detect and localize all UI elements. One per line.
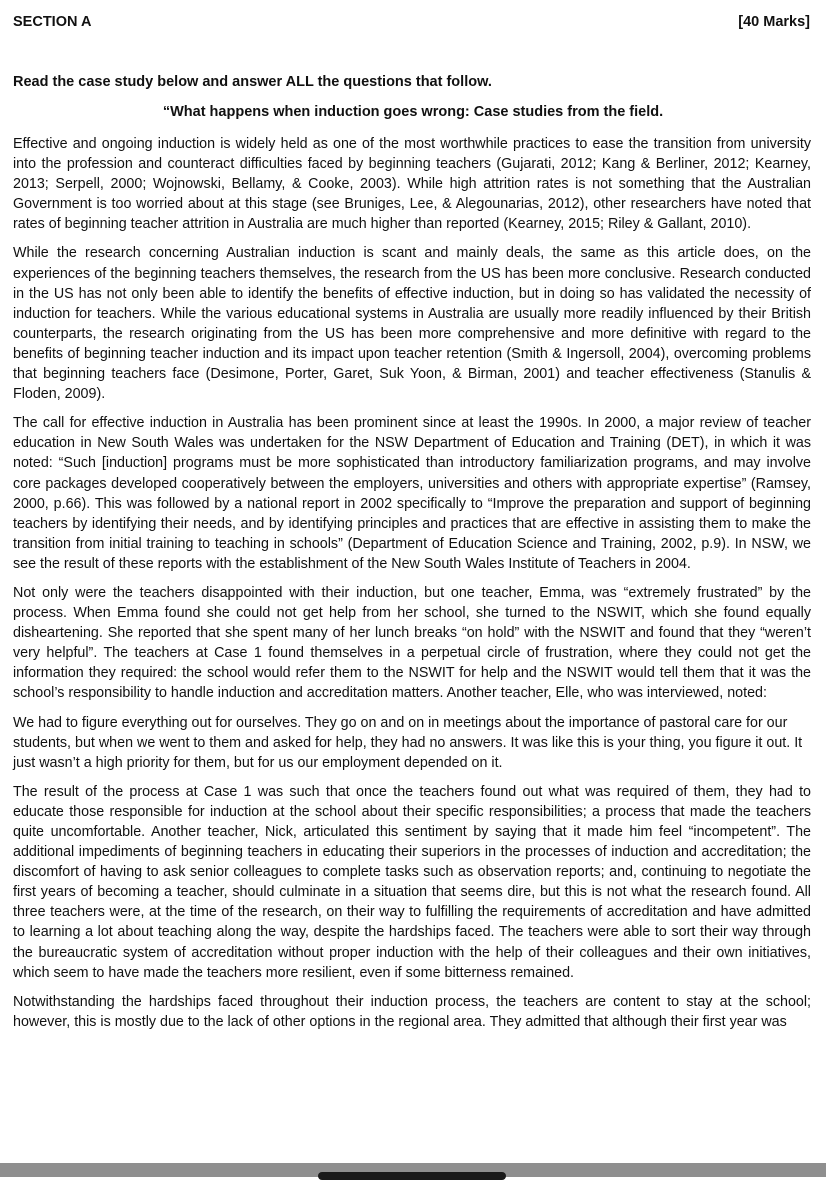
case-study-title: “What happens when induction goes wrong: Case studies from the field. xyxy=(162,104,664,120)
section-header xyxy=(13,14,810,34)
case-study-body xyxy=(13,134,811,1041)
home-indicator-handle[interactable] xyxy=(318,1172,506,1180)
paragraph-4: Not only were the teachers disappointed with their induction, but one teacher, Emma, was “extremely frustrated” by the process. When Emma found she could not get help from her school, she turned to the NSWIT, which she found equally disheartening. She reported that she spent many of her lunch breaks “on hold” with the NSWIT and found that they “weren’t very helpful”. The teachers at Case 1 found themselves in a perpetual circle of frustration, where they could not get the information they required: the school would refer them to the NSWIT for help and the NSWIT would tell them that it was the school’s responsibility to handle induction and accreditation matters. Another teacher, Elle, who was interviewed, noted: xyxy=(13,584,811,702)
interview-quote: We had to figure everything out for ourselves. They go on and on in meetings about the importance of pastoral care for our students, but when we went to them and asked for help, they had no answers. It was like this is your thing, you figure it out. It just wasn’t a high priority for them, but for us our employment depended on it. xyxy=(13,714,803,771)
marks-label: [40 Marks] xyxy=(738,14,810,30)
paragraph-2: While the research concerning Australian induction is scant and mainly deals, the same as this article does, on the experiences of the beginning teachers themselves, the research from the US has been more conclusive. Research conducted in the US has not only been able to identify the benefits of effective induction, but in doing so has validated the necessity of induction for teachers. While the various educational systems in Australia are usually more readily influenced by their British counterparts, the research originating from the US has been more comprehensive and more definitive with regard to the benefits of beginning teacher induction and its impact upon teacher retention (Smith & Ingersoll, 2004), overcoming problems that beginning teachers face (Desimone, Porter, Garet, Suk Yoon, & Birman, 2001) and teacher effectiveness (Stanulis & Floden, 2009). xyxy=(13,245,811,403)
section-label: SECTION A xyxy=(13,14,92,30)
paragraph-1: Effective and ongoing induction is widely held as one of the most worthwhile practices to ease the transition from university into the profession and counteract difficulties faced by beginning teachers (Gujarati, 2012; Kang & Berliner, 2012; Kearney, 2013; Serpell, 2000; Wojnowski, Bellamy, & Cooke, 2003). While high attrition rates is not something that the Australian Government is too worried about at this stage (see Bruniges, Lee, & Alegounarias, 2012), other researchers have noted that rates of beginning teacher attrition in Australia are much higher than reported (Kearney, 2015; Riley & Gallant, 2010). xyxy=(13,136,811,233)
paragraph-6: The result of the process at Case 1 was such that once the teachers found out what was required of them, they had to educate those responsible for induction at the school about their specific responsibilities; a process that made the teachers quite uncomfortable. Another teacher, Nick, articulated this sentiment by saying that it made him feel “incompetent”. The additional impediments of beginning teachers in educating their superiors in the processes of induction and accreditation; the discomfort of having to ask senior colleagues to complete tasks such as observation reports; and, continuing to negotiate the first years of becoming a teacher, should culminate in a situation that seems dire, but this is not what the research found. All three teachers were, at the time of the research, on their way to fulfilling the requirements of accreditation and have admitted to learning a lot about teaching along the way, despite the hardships faced. The teachers were able to sort their way through the bureaucratic system of accreditation without proper induction with the help of their colleagues and their own initiatives, which seem to have made the teachers more resilient, even if some bitterness remained. xyxy=(13,783,811,981)
paragraph-3: The call for effective induction in Australia has been prominent since at least the 1990s. In 2000, a major review of teacher education in New South Wales was undertaken for the NSW Department of Education and Training (DET), in which it was noted: “Such [induction] programs must be more sophisticated than introductory familiarization programs, and may involve core packages developed cooperatively between the employers, universities and others with appropriate expertise” (Ramsey, 2000, p.66). This was followed by a national report in 2002 specifically to “Improve the preparation and support of beginning teachers by identifying their needs, and by identifying principles and practices that are effective in assisting them to make the transition from initial training to teaching in schools” (Department of Education Science and Training, 2002, p.9). In NSW, we see the result of these reports with the establishment of the New South Wales Institute of Teachers in 2004. xyxy=(13,415,811,572)
instruction-text: Read the case study below and answer ALL the questions that follow. xyxy=(13,74,492,90)
paragraph-7: Notwithstanding the hardships faced throughout their induction process, the teachers are content to stay at the school; however, this is mostly due to the lack of other options in the regional area. They admitted that although their first year was xyxy=(13,993,811,1030)
